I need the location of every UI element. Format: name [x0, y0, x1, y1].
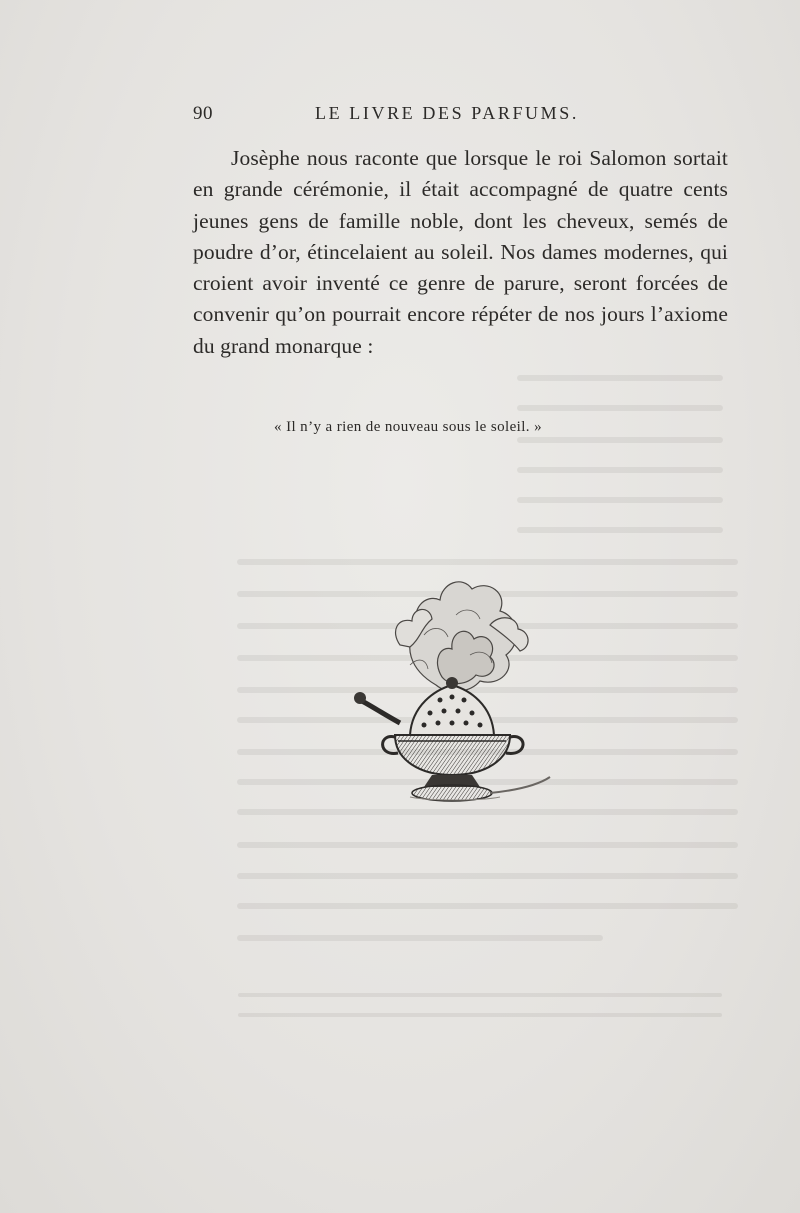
running-head: LE LIVRE DES PARFUMS. [315, 103, 579, 123]
smoking-censer-icon [340, 565, 560, 815]
page-header [193, 103, 728, 131]
quotation: « Il n’y a rien de nouveau sous le soleil. » [274, 419, 542, 435]
page-number: 90 [193, 103, 213, 124]
body-paragraph: Josèphe nous raconte que lorsque le roi Salomon sortait en grande cérémonie, il était accompagné de quatre cents jeunes gens de famille noble, dont les cheveux, semés de poudre d’or, étincelaient au soleil. Nos dames modernes, qui croient avoir inventé ce genre de parure, seront forcées de convenir qu’on pourrait encore répéter de nos jours l’axiome du grand monarque : [193, 146, 728, 358]
